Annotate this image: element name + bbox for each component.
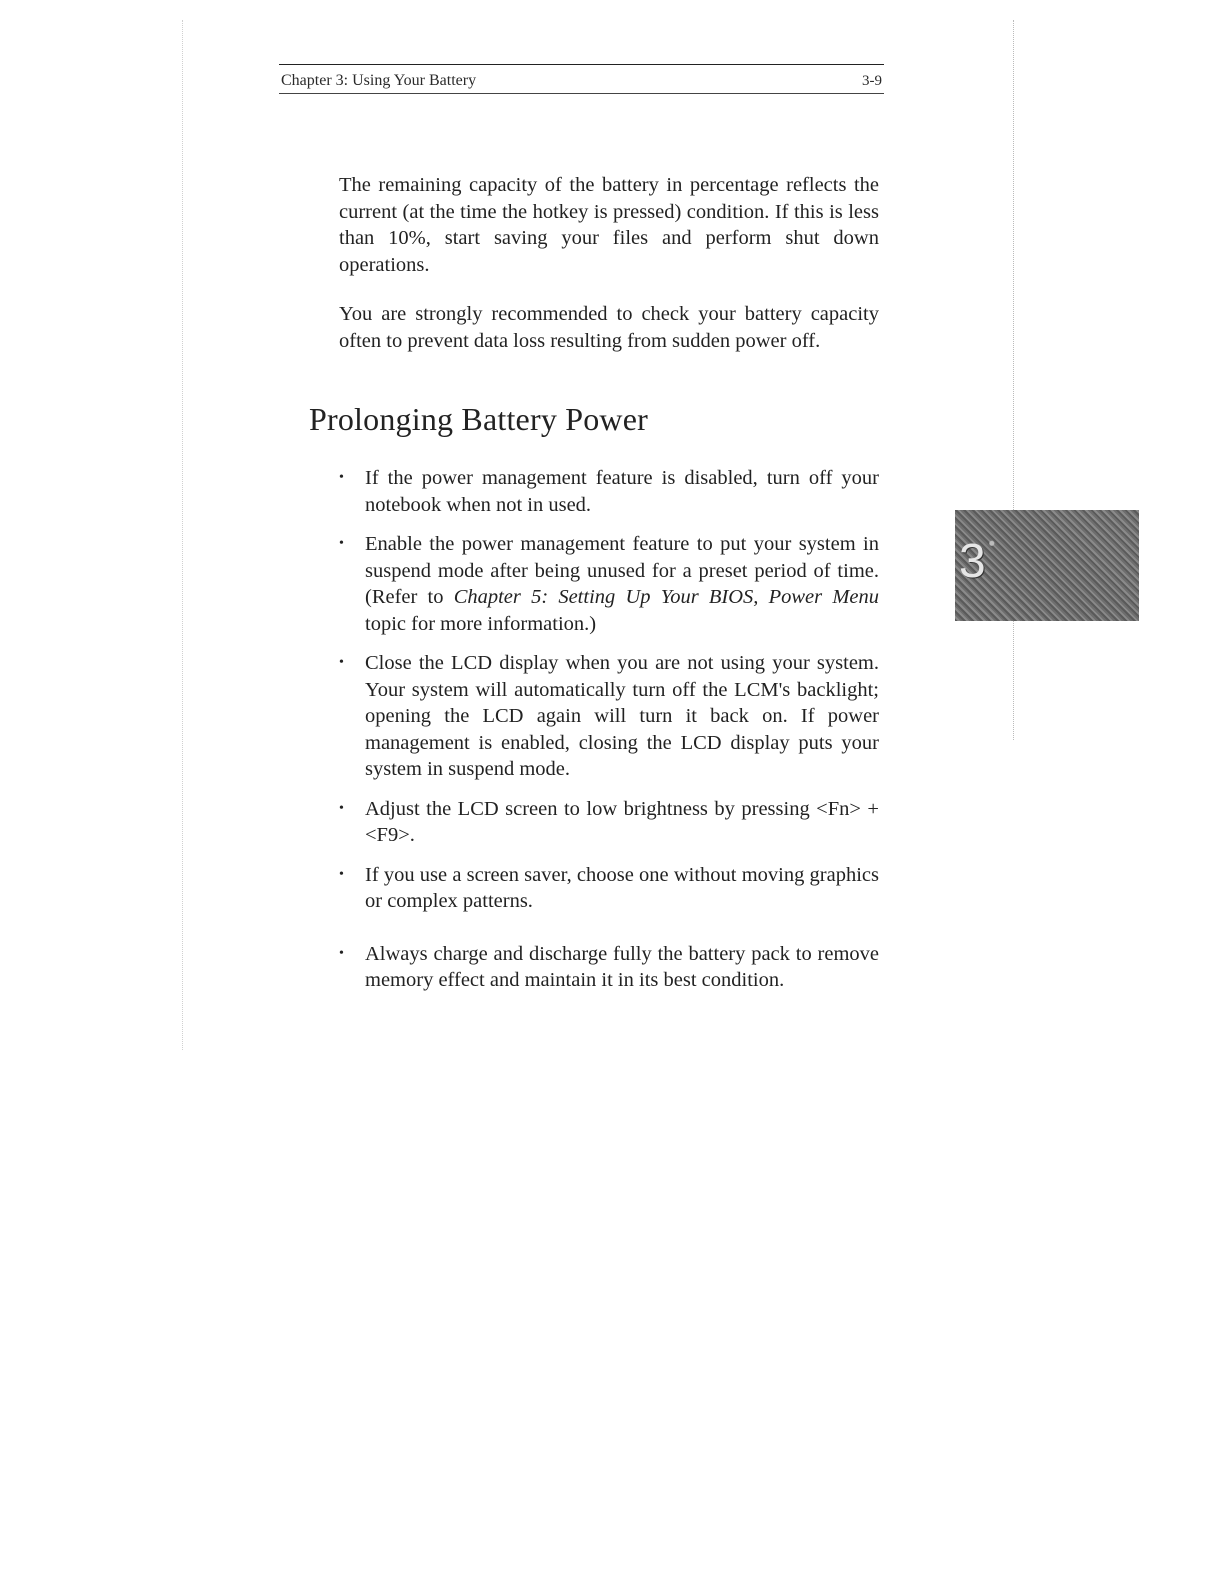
bullet-text: If you use a screen saver, choose one without moving graphics or complex patterns. <box>365 863 879 912</box>
header-chapter-title: Chapter 3: Using Your Battery <box>281 72 477 89</box>
paragraph-check-capacity: You are strongly recommended to check your battery capacity often to prevent data loss resulting from sudden power off. <box>339 303 879 352</box>
bullet-icon: • <box>339 536 344 551</box>
left-margin-rule <box>182 20 183 1050</box>
bullet-text: Close the LCD display when you are not using your system. Your system will automatically turn off the LCM's backlight; opening the LCD again will turn it back on. If power management is enabled, closing the LCD display puts your system in suspend mode. <box>365 652 879 780</box>
bullet-icon: • <box>339 470 344 485</box>
bullet-text: If the power management feature is disabled, turn off your notebook when not in used. <box>365 467 879 516</box>
bullet-icon: • <box>339 866 344 882</box>
chapter-reference: Chapter 5: Setting Up Your BIOS, Power Menu <box>453 586 879 608</box>
list-item <box>339 941 879 994</box>
paragraph-remaining-capacity: The remaining capacity of the battery in percentage reflects the current (at the time the hotkey is pressed) condition. If this is less than 10%, start saving your files and perform shut down operations. <box>339 174 879 276</box>
list-item <box>339 531 879 637</box>
bullet-list <box>339 465 879 1007</box>
bullet-icon: • <box>339 655 344 670</box>
chapter-tab-marker <box>955 510 1139 621</box>
bullet-icon: • <box>339 945 344 961</box>
list-item <box>339 796 879 849</box>
list-item <box>339 465 879 518</box>
chapter-tab-number: 3 <box>959 535 986 588</box>
bullet-text-tail: topic for more information.) <box>365 612 597 635</box>
running-header <box>279 64 884 94</box>
bullet-text: Enable the power management feature to put your system in suspend mode after being unused for a preset period of time. (Refer to <box>365 533 879 608</box>
bullet-text: Always charge and discharge fully the battery pack to remove memory effect and maintain it in its best condition. <box>365 942 879 991</box>
list-item <box>339 862 879 915</box>
header-page-number: 3-9 <box>862 73 882 89</box>
right-margin-rule <box>1013 20 1014 740</box>
section-title: Prolonging Battery Power <box>309 401 648 437</box>
list-item <box>339 650 879 783</box>
bullet-text: Adjust the LCD screen to low brightness by pressing <Fn> + <F9>. <box>365 797 879 846</box>
bullet-icon: • <box>339 800 344 816</box>
